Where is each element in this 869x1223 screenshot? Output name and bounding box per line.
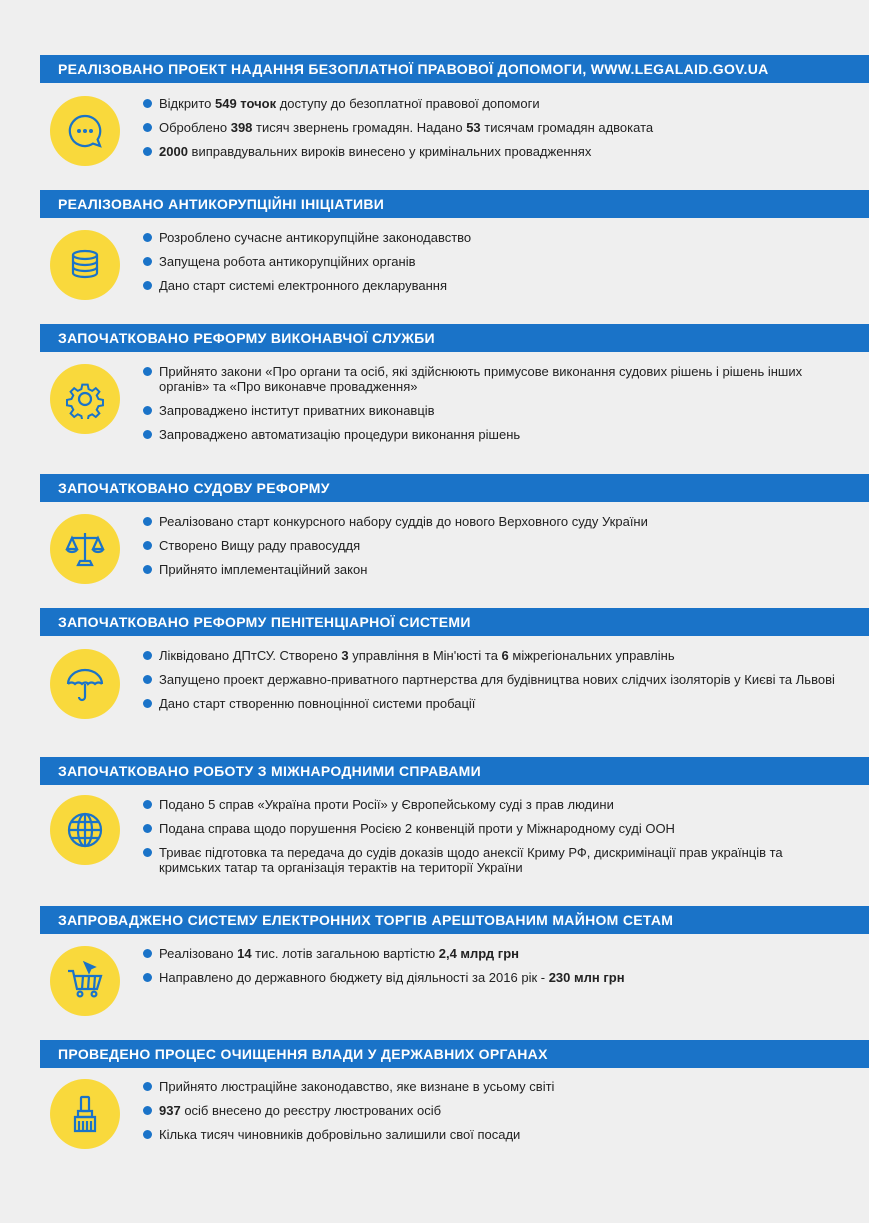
list-item: Запроваджено автоматизацію процедури виконання рішень [143,427,843,442]
list-item: Оброблено 398 тисяч звернень громадян. Надано 53 тисячам громадян адвоката [143,120,843,135]
list-item: Ліквідовано ДПтСУ. Створено 3 управління в Мін'юсті та 6 міжрегіональних управлінь [143,648,843,663]
list-item: Реалізовано 14 тис. лотів загальною вартістю 2,4 млрд грн [143,946,843,961]
section-title: РЕАЛІЗОВАНО ПРОЕКТ НАДАННЯ БЕЗОПЛАТНОЇ ПРАВОВОЇ ДОПОМОГИ, WWW.LEGALAID.GOV.UA [58,61,769,77]
list-item: Направлено до державного бюджету від діяльності за 2016 рік - 230 млн грн [143,970,843,985]
list-item: 937 осіб внесено до реєстру люстрованих осіб [143,1103,843,1118]
section-title: ЗАПРОВАДЖЕНО СИСТЕМУ ЕЛЕКТРОННИХ ТОРГІВ АРЕШТОВАНИМ МАЙНОМ СЕТАМ [58,912,674,928]
paint-brush-icon [50,1079,120,1149]
list-item: Прийнято люстраційне законодавство, яке визнане в усьому світі [143,1079,843,1094]
list-item: Дано старт системі електронного декларування [143,278,843,293]
list-item: Запущена робота антикорупційних органів [143,254,843,269]
section-title: ЗАПОЧАТКОВАНО РОБОТУ З МІЖНАРОДНИМИ СПРАВАМИ [58,763,481,779]
section-header-bar [40,757,869,785]
list-item: Реалізовано старт конкурсного набору суддів до нового Верховного суду України [143,514,843,529]
section-header-bar [40,190,869,218]
list-item: Дано старт створенню повноцінної системи пробації [143,696,843,711]
section-title: ЗАПОЧАТКОВАНО СУДОВУ РЕФОРМУ [58,480,330,496]
list-item: Подана справа щодо порушення Росією 2 конвенцій проти у Міжнародному суді ООН [143,821,843,836]
section-header-bar [40,474,869,502]
list-item: Подано 5 справ «Україна проти Росії» у Європейському суді з прав людини [143,797,843,812]
section-title: ЗАПОЧАТКОВАНО РЕФОРМУ ВИКОНАВЧОЇ СЛУЖБИ [58,330,435,346]
section-header-bar [40,324,869,352]
chat-bubble-icon [50,96,120,166]
shopping-cart-icon [50,946,120,1016]
section-header-bar [40,906,869,934]
globe-icon [50,795,120,865]
section-header-bar [40,1040,869,1068]
section-title: ПРОВЕДЕНО ПРОЦЕС ОЧИЩЕННЯ ВЛАДИ У ДЕРЖАВНИХ ОРГАНАХ [58,1046,548,1062]
coin-stack-icon [50,230,120,300]
gear-icon [50,364,120,434]
list-item: Запущено проект державно-приватного партнерства для будівництва нових слідчих ізоляторів у Києві та Львові [143,672,843,687]
section-header-bar [40,608,869,636]
list-item: Запроваджено інститут приватних виконавців [143,403,843,418]
list-item: Триває підготовка та передача до судів доказів щодо анексії Криму РФ, дискримінації прав українців та кримських татар та організація терактів на території України [143,845,843,875]
list-item: 2000 виправдувальних вироків винесено у кримінальних провадженнях [143,144,843,159]
list-item: Прийнято імплементаційний закон [143,562,843,577]
list-item: Розроблено сучасне антикорупційне законодавство [143,230,843,245]
section-title: ЗАПОЧАТКОВАНО РЕФОРМУ ПЕНІТЕНЦІАРНОЇ СИСТЕМИ [58,614,471,630]
umbrella-icon [50,649,120,719]
list-item: Створено Вищу раду правосуддя [143,538,843,553]
scales-icon [50,514,120,584]
list-item: Кілька тисяч чиновників добровільно залишили свої посади [143,1127,843,1142]
section-title: РЕАЛІЗОВАНО АНТИКОРУПЦІЙНІ ІНІЦІАТИВИ [58,196,385,212]
list-item: Прийнято закони «Про органи та осіб, які здійснюють примусове виконання судових рішень і рішень інших органів» та «Про виконавче провадження» [143,364,843,394]
list-item: Відкрито 549 точок доступу до безоплатної правової допомоги [143,96,843,111]
section-header-bar [40,55,869,83]
